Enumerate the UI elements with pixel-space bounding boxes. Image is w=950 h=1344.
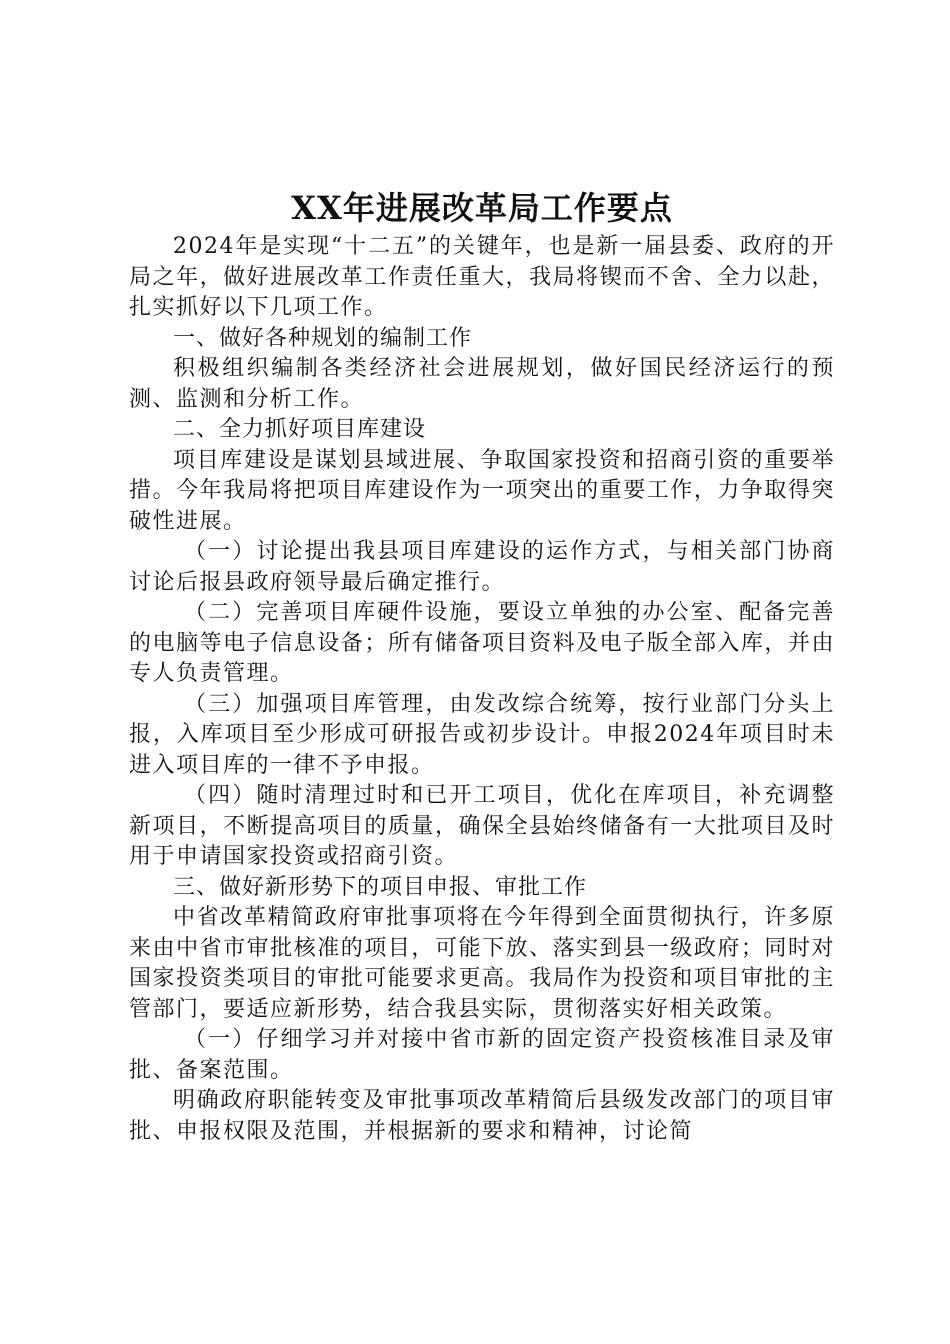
document-page: [129, 186, 835, 1147]
section-2-item-3-lead: （三）加强项目库管理，由发改综合统筹，按行业部门分头上报，入库项目至少形成可研报告或初步设计。: [129, 691, 835, 747]
section-1-paragraph: 积极组织编制各类经济社会进展规划，做好国民经济运行的预测、监测和分析工作。: [129, 356, 835, 412]
section-heading-2: 二、全力抓好项目库建设: [173, 417, 427, 442]
section-2-item-1: （一）讨论提出我县项目库建设的运作方式，与相关部门协商讨论后报县政府领导最后确定推行。: [129, 539, 835, 595]
section-heading-1: 一、做好各种规划的编制工作: [173, 325, 473, 351]
section-3-item-1-paragraph: 明确政府职能转变及审批事项改革精简后县级发改部门的项目审批、申报权限及范围，并根据新的要求和精神，讨论简: [129, 1088, 835, 1144]
section-2-item-2: （二）完善项目库硬件设施，要设立单独的办公室、配备完善的电脑等电子信息设备；所有储备项目资料及电子版全部入库，并由专人负责管理。: [129, 600, 835, 686]
section-heading-3: 三、做好新形势下的项目申报、审批工作: [173, 874, 588, 900]
section-3-paragraph: 中省改革精简政府审批事项将在今年得到全面贯彻执行，许多原来由中省市审批核准的项目，可能下放、落实到县一级政府；同时对国家投资类项目的审批可能要求更高。我局作为投资和项目审批的主管部门，要适应新形势，结合我县实际，贯彻落实好相关政策。: [129, 905, 835, 1022]
intro-paragraph: 2024年是实现“十二五”的关键年，也是新一届县委、政府的开局之年，做好进展改革工作责任重大，我局将锲而不舍、全力以赴，扎实抓好以下几项工作。: [129, 234, 835, 320]
section-2-item-3: [129, 690, 835, 782]
section-3-item-1: （一）仔细学习并对接中省市新的固定资产投资核准目录及审批、备案范围。: [129, 1027, 835, 1083]
section-2-item-3-tail: 申报2024年项目时未进入项目库的一律不予申报。: [129, 722, 835, 778]
section-2-item-4: （四）随时清理过时和已开工项目，优化在库项目，补充调整新项目，不断提高项目的质量，确保全县始终储备有一大批项目及时用于申请国家投资或招商引资。: [129, 783, 835, 869]
section-2-paragraph: 项目库建设是谋划县域进展、争取国家投资和招商引资的重要举措。今年我局将把项目库建设作为一项突出的重要工作，力争取得突破性进展。: [129, 447, 835, 534]
document-title: XX年进展改革局工作要点: [291, 189, 673, 227]
